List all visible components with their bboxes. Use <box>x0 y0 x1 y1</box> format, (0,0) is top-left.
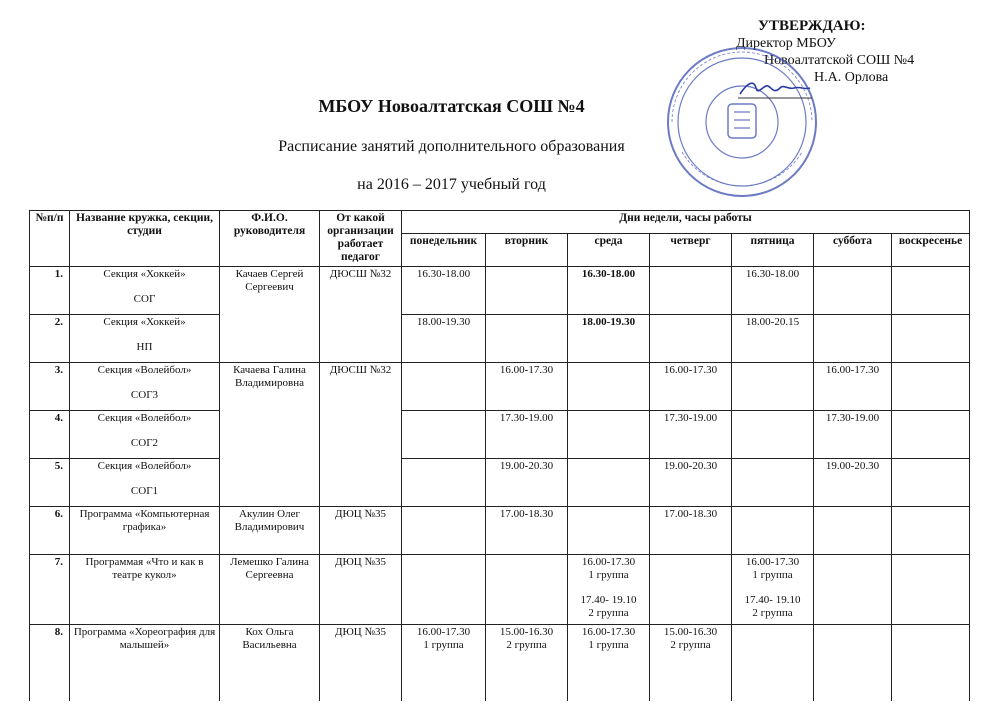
table-row <box>30 315 970 363</box>
cell-sun <box>892 507 970 555</box>
cell-sun <box>892 625 970 701</box>
row-name: Секция «Волейбол» СОГ2 <box>70 411 220 459</box>
row-org: ДЮСШ №32 <box>320 363 402 507</box>
cell-sat: 16.00-17.30 <box>814 363 892 411</box>
cell-fri: 16.00-17.30 1 группа 17.40- 19.10 2 группа <box>732 555 814 625</box>
col-num-header: №п/п <box>30 211 70 267</box>
table-row <box>30 555 970 625</box>
row-num: 4. <box>30 411 70 459</box>
school-title: МБОУ Новоалтатская СОШ №4 <box>318 96 585 116</box>
cell-fri: 16.30-18.00 <box>732 267 814 315</box>
cell-wed <box>568 507 650 555</box>
row-leader: Акулин Олег Владимирович <box>220 507 320 555</box>
cell-fri <box>732 507 814 555</box>
cell-tue: 17.00-18.30 <box>486 507 568 555</box>
cell-fri <box>732 459 814 507</box>
row-leader: Лемешко Галина Сергеевна <box>220 555 320 625</box>
col-day-fri: пятница <box>732 234 814 267</box>
row-num: 3. <box>30 363 70 411</box>
cell-sat <box>814 625 892 701</box>
cell-wed <box>568 411 650 459</box>
row-org: ДЮЦ №35 <box>320 507 402 555</box>
table-row <box>30 363 970 411</box>
row-leader: Качаева Галина Владимировна <box>220 363 320 507</box>
row-name: Секция «Волейбол» СОГ3 <box>70 363 220 411</box>
cell-tue: 19.00-20.30 <box>486 459 568 507</box>
approval-position: Директор МБОУ <box>736 36 836 51</box>
cell-mon: 18.00-19.30 <box>402 315 486 363</box>
cell-sun <box>892 267 970 315</box>
cell-fri <box>732 411 814 459</box>
cell-mon <box>402 411 486 459</box>
cell-sat: 19.00-20.30 <box>814 459 892 507</box>
cell-thu: 15.00-16.30 2 группа <box>650 625 732 701</box>
cell-sat <box>814 555 892 625</box>
col-day-mon: понедельник <box>402 234 486 267</box>
cell-fri: 18.00-20.15 <box>732 315 814 363</box>
cell-thu <box>650 555 732 625</box>
schedule-table <box>29 210 970 701</box>
academic-year: на 2016 – 2017 учебный год <box>357 176 546 193</box>
row-name: Программа «Хореография для малышей» <box>70 625 220 701</box>
row-org: ДЮЦ №35 <box>320 625 402 701</box>
cell-mon: 16.30-18.00 <box>402 267 486 315</box>
approval-heading: УТВЕРЖДАЮ: <box>758 18 866 34</box>
table-row <box>30 625 970 701</box>
row-num: 6. <box>30 507 70 555</box>
cell-sun <box>892 411 970 459</box>
row-name: Секция «Волейбол» СОГ1 <box>70 459 220 507</box>
cell-sat <box>814 507 892 555</box>
cell-thu: 17.00-18.30 <box>650 507 732 555</box>
table-row <box>30 507 970 555</box>
cell-wed <box>568 363 650 411</box>
col-day-sun: воскресенье <box>892 234 970 267</box>
row-name: Секция «Хоккей» НП <box>70 315 220 363</box>
cell-thu: 17.30-19.00 <box>650 411 732 459</box>
row-name: Программа «Компьютерная графика» <box>70 507 220 555</box>
cell-wed: 16.00-17.30 1 группа <box>568 625 650 701</box>
cell-tue <box>486 555 568 625</box>
row-num: 8. <box>30 625 70 701</box>
cell-sat: 17.30-19.00 <box>814 411 892 459</box>
cell-fri <box>732 625 814 701</box>
row-num: 2. <box>30 315 70 363</box>
table-row <box>30 459 970 507</box>
cell-wed: 16.00-17.30 1 группа 17.40- 19.10 2 группа <box>568 555 650 625</box>
col-day-thu: четверг <box>650 234 732 267</box>
cell-thu <box>650 315 732 363</box>
cell-wed: 18.00-19.30 <box>568 315 650 363</box>
cell-tue: 17.30-19.00 <box>486 411 568 459</box>
cell-mon <box>402 459 486 507</box>
document-title: Расписание занятий дополнительного образования <box>278 138 625 155</box>
row-org: ДЮЦ №35 <box>320 555 402 625</box>
approval-signer: Н.А. Орлова <box>814 70 889 85</box>
cell-sat <box>814 315 892 363</box>
cell-sun <box>892 363 970 411</box>
col-day-sat: суббота <box>814 234 892 267</box>
approval-school: Новоалтатской СОШ №4 <box>764 53 915 68</box>
table-row <box>30 411 970 459</box>
col-days-group-header: Дни недели, часы работы <box>402 211 970 234</box>
cell-sat <box>814 267 892 315</box>
row-name: Программая «Что и как в театре кукол» <box>70 555 220 625</box>
table-header-row <box>30 211 970 234</box>
cell-mon <box>402 507 486 555</box>
table-row <box>30 267 970 315</box>
row-leader: Качаев Сергей Сергеевич <box>220 267 320 363</box>
col-org-header: От какой организации работает педагог <box>320 211 402 267</box>
cell-mon <box>402 363 486 411</box>
cell-tue <box>486 267 568 315</box>
cell-tue: 15.00-16.30 2 группа <box>486 625 568 701</box>
cell-sun <box>892 315 970 363</box>
row-num: 1. <box>30 267 70 315</box>
row-num: 5. <box>30 459 70 507</box>
col-name-header: Название кружка, секции, студии <box>70 211 220 267</box>
cell-mon: 16.00-17.30 1 группа <box>402 625 486 701</box>
col-day-wed: среда <box>568 234 650 267</box>
cell-tue: 16.00-17.30 <box>486 363 568 411</box>
cell-thu <box>650 267 732 315</box>
col-day-tue: вторник <box>486 234 568 267</box>
row-name: Секция «Хоккей» СОГ <box>70 267 220 315</box>
cell-thu: 19.00-20.30 <box>650 459 732 507</box>
cell-thu: 16.00-17.30 <box>650 363 732 411</box>
row-leader: Кох Ольга Васильевна <box>220 625 320 701</box>
cell-fri <box>732 363 814 411</box>
cell-wed <box>568 459 650 507</box>
row-org: ДЮСШ №32 <box>320 267 402 363</box>
cell-mon <box>402 555 486 625</box>
row-num: 7. <box>30 555 70 625</box>
cell-tue <box>486 315 568 363</box>
col-leader-header: Ф.И.О. руководителя <box>220 211 320 267</box>
cell-wed: 16.30-18.00 <box>568 267 650 315</box>
cell-sun <box>892 555 970 625</box>
cell-sun <box>892 459 970 507</box>
